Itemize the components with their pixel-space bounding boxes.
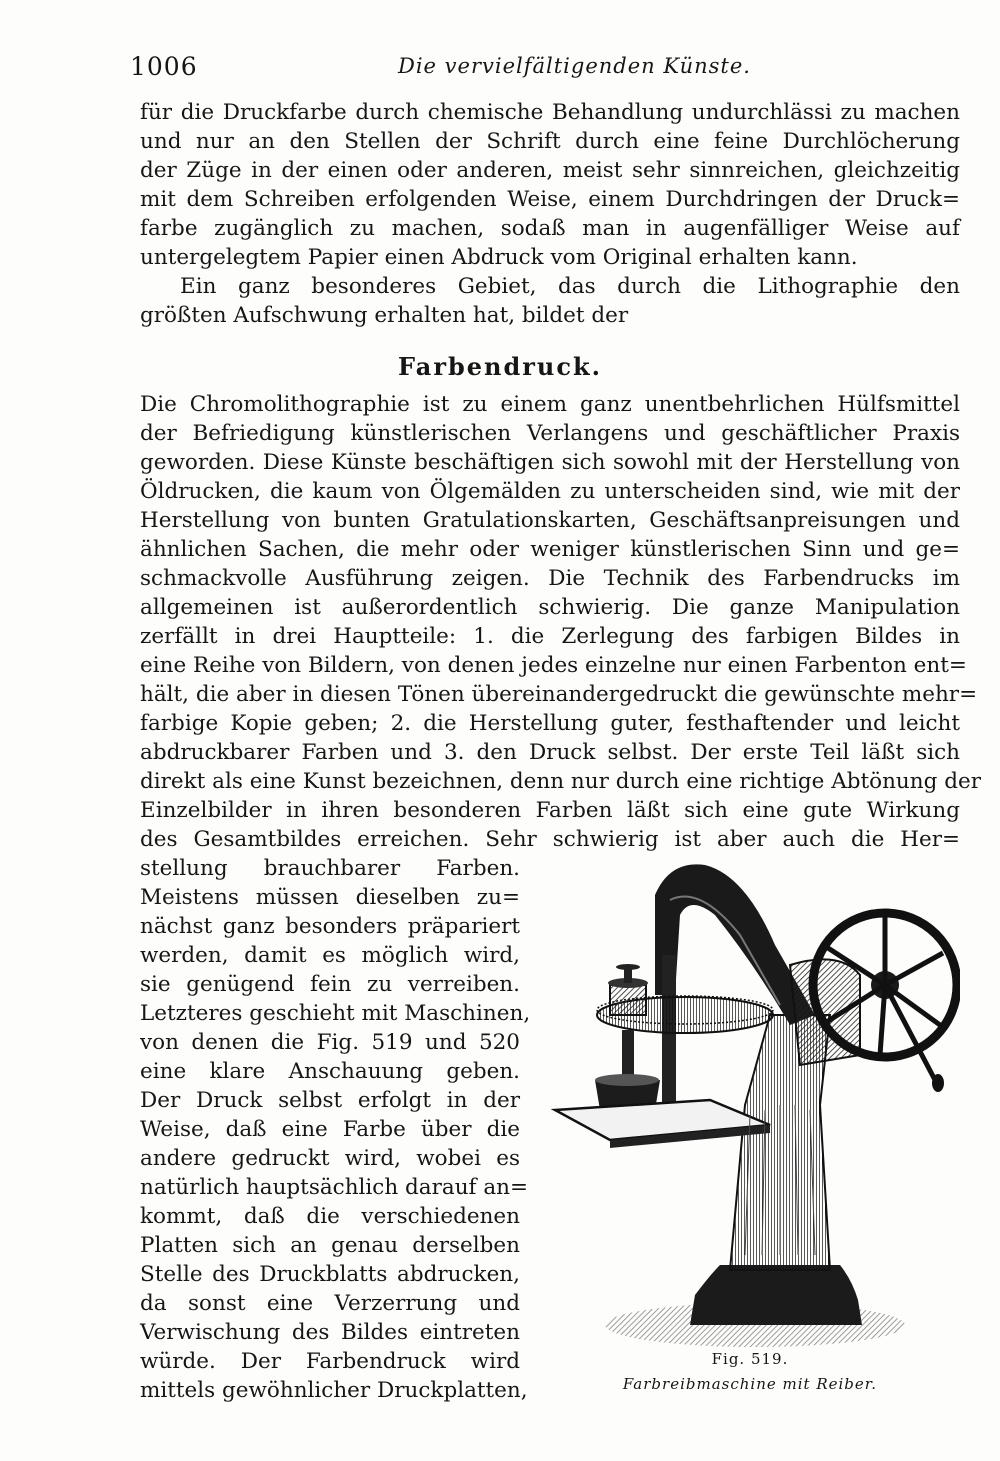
text-line: mit dem Schreiben erfolgenden Weise, einem Durchdringen der Druck= <box>140 187 960 212</box>
text-line: zerfällt in drei Hauptteile: 1. die Zerlegung des farbigen Bildes in <box>140 624 960 649</box>
text-line: Stelle des Druckblatts abdrucken, <box>140 1262 520 1287</box>
page-header <box>130 52 960 88</box>
text-line: Weise, daß eine Farbe über die <box>140 1117 520 1142</box>
figure-caption: Farbreibmaschine mit Reiber. <box>622 1375 878 1393</box>
text-line: allgemeinen ist außerordentlich schwierig. Die ganze Manipulation <box>140 595 960 620</box>
text-line: direkt als eine Kunst bezeichnen, denn nur durch eine richtige Abtönung der <box>140 769 981 794</box>
running-title: Die vervielfältigenden Künste. <box>398 54 751 78</box>
text-line: Ein ganz besonderes Gebiet, das durch die Lithographie den <box>180 274 960 299</box>
text-line: geworden. Diese Künste beschäftigen sich sowohl mit der Herstellung von <box>140 450 960 475</box>
text-line: hält, die aber in diesen Tönen übereinandergedruckt die gewünschte mehr= <box>140 682 978 707</box>
text-line: werden, damit es möglich wird, <box>140 943 520 968</box>
text-line: und nur an den Stellen der Schrift durch eine feine Durchlöcherung <box>140 129 960 154</box>
text-line: ähnlichen Sachen, die mehr oder weniger künstlerischen Sinn und ge= <box>140 537 960 562</box>
text-line: abdruckbarer Farben und 3. den Druck selbst. Der erste Teil läßt sich <box>140 740 960 765</box>
text-line: stellung brauchbarer Farben. <box>140 856 520 881</box>
text-line: Öldrucken, die kaum von Ölgemälden zu unterscheiden sind, wie mit der <box>140 479 960 504</box>
section-heading: Farbendruck. <box>398 352 602 381</box>
text-line: mittels gewöhnlicher Druckplatten, <box>140 1378 528 1403</box>
text-line: Platten sich an genau derselben <box>140 1233 520 1258</box>
text-line: der Züge in der einen oder anderen, meist sehr sinnreichen, gleichzeitig <box>140 158 960 183</box>
text-line: Einzelbilder in ihren besonderen Farben läßt sich eine gute Wirkung <box>140 798 960 823</box>
text-line: Verwischung des Bildes eintreten <box>140 1320 520 1345</box>
figure-number: Fig. 519. <box>711 1350 789 1368</box>
text-line: eine klare Anschauung geben. <box>140 1059 520 1084</box>
text-line: andere gedruckt wird, wobei es <box>140 1146 520 1171</box>
text-line: nächst ganz besonders präpariert <box>140 914 520 939</box>
text-line: Letzteres geschieht mit Maschinen, <box>140 1001 531 1026</box>
text-line: Herstellung von bunten Gratulationskarten, Geschäftsanpreisungen und <box>140 508 960 533</box>
page-number: 1006 <box>130 52 198 81</box>
text-line: eine Reihe von Bildern, von denen jedes einzelne nur einen Farbenton ent= <box>140 653 967 678</box>
text-line: Die Chromolithographie ist zu einem ganz unentbehrlichen Hülfsmittel <box>140 392 960 417</box>
text-line: kommt, daß die verschiedenen <box>140 1204 520 1229</box>
text-line: schmackvolle Ausführung zeigen. Die Technik des Farbendrucks im <box>140 566 960 591</box>
text-line: natürlich hauptsächlich darauf an= <box>140 1175 529 1200</box>
machine-engraving <box>540 855 960 1365</box>
text-line: von denen die Fig. 519 und 520 <box>140 1030 520 1055</box>
text-line: des Gesamtbildes erreichen. Sehr schwierig ist aber auch die Her= <box>140 827 960 852</box>
text-line: da sonst eine Verzerrung und <box>140 1291 520 1316</box>
text-line: farbige Kopie geben; 2. die Herstellung guter, festhaftender und leicht <box>140 711 960 736</box>
text-line: untergelegtem Papier einen Abdruck vom Original erhalten kann. <box>140 245 858 270</box>
text-line: der Befriedigung künstlerischen Verlangens und geschäftlicher Praxis <box>140 421 960 446</box>
text-line: für die Druckfarbe durch chemische Behandlung undurchlässi zu machen <box>140 100 960 125</box>
text-line: Meistens müssen dieselben zu= <box>140 885 520 910</box>
text-line: farbe zugänglich zu machen, sodaß man in augenfälliger Weise auf <box>140 216 960 241</box>
text-line: würde. Der Farbendruck wird <box>140 1349 520 1374</box>
text-line: sie genügend fein zu verreiben. <box>140 972 520 997</box>
text-line: größten Aufschwung erhalten hat, bildet der <box>140 303 629 328</box>
text-line: Der Druck selbst erfolgt in der <box>140 1088 520 1113</box>
